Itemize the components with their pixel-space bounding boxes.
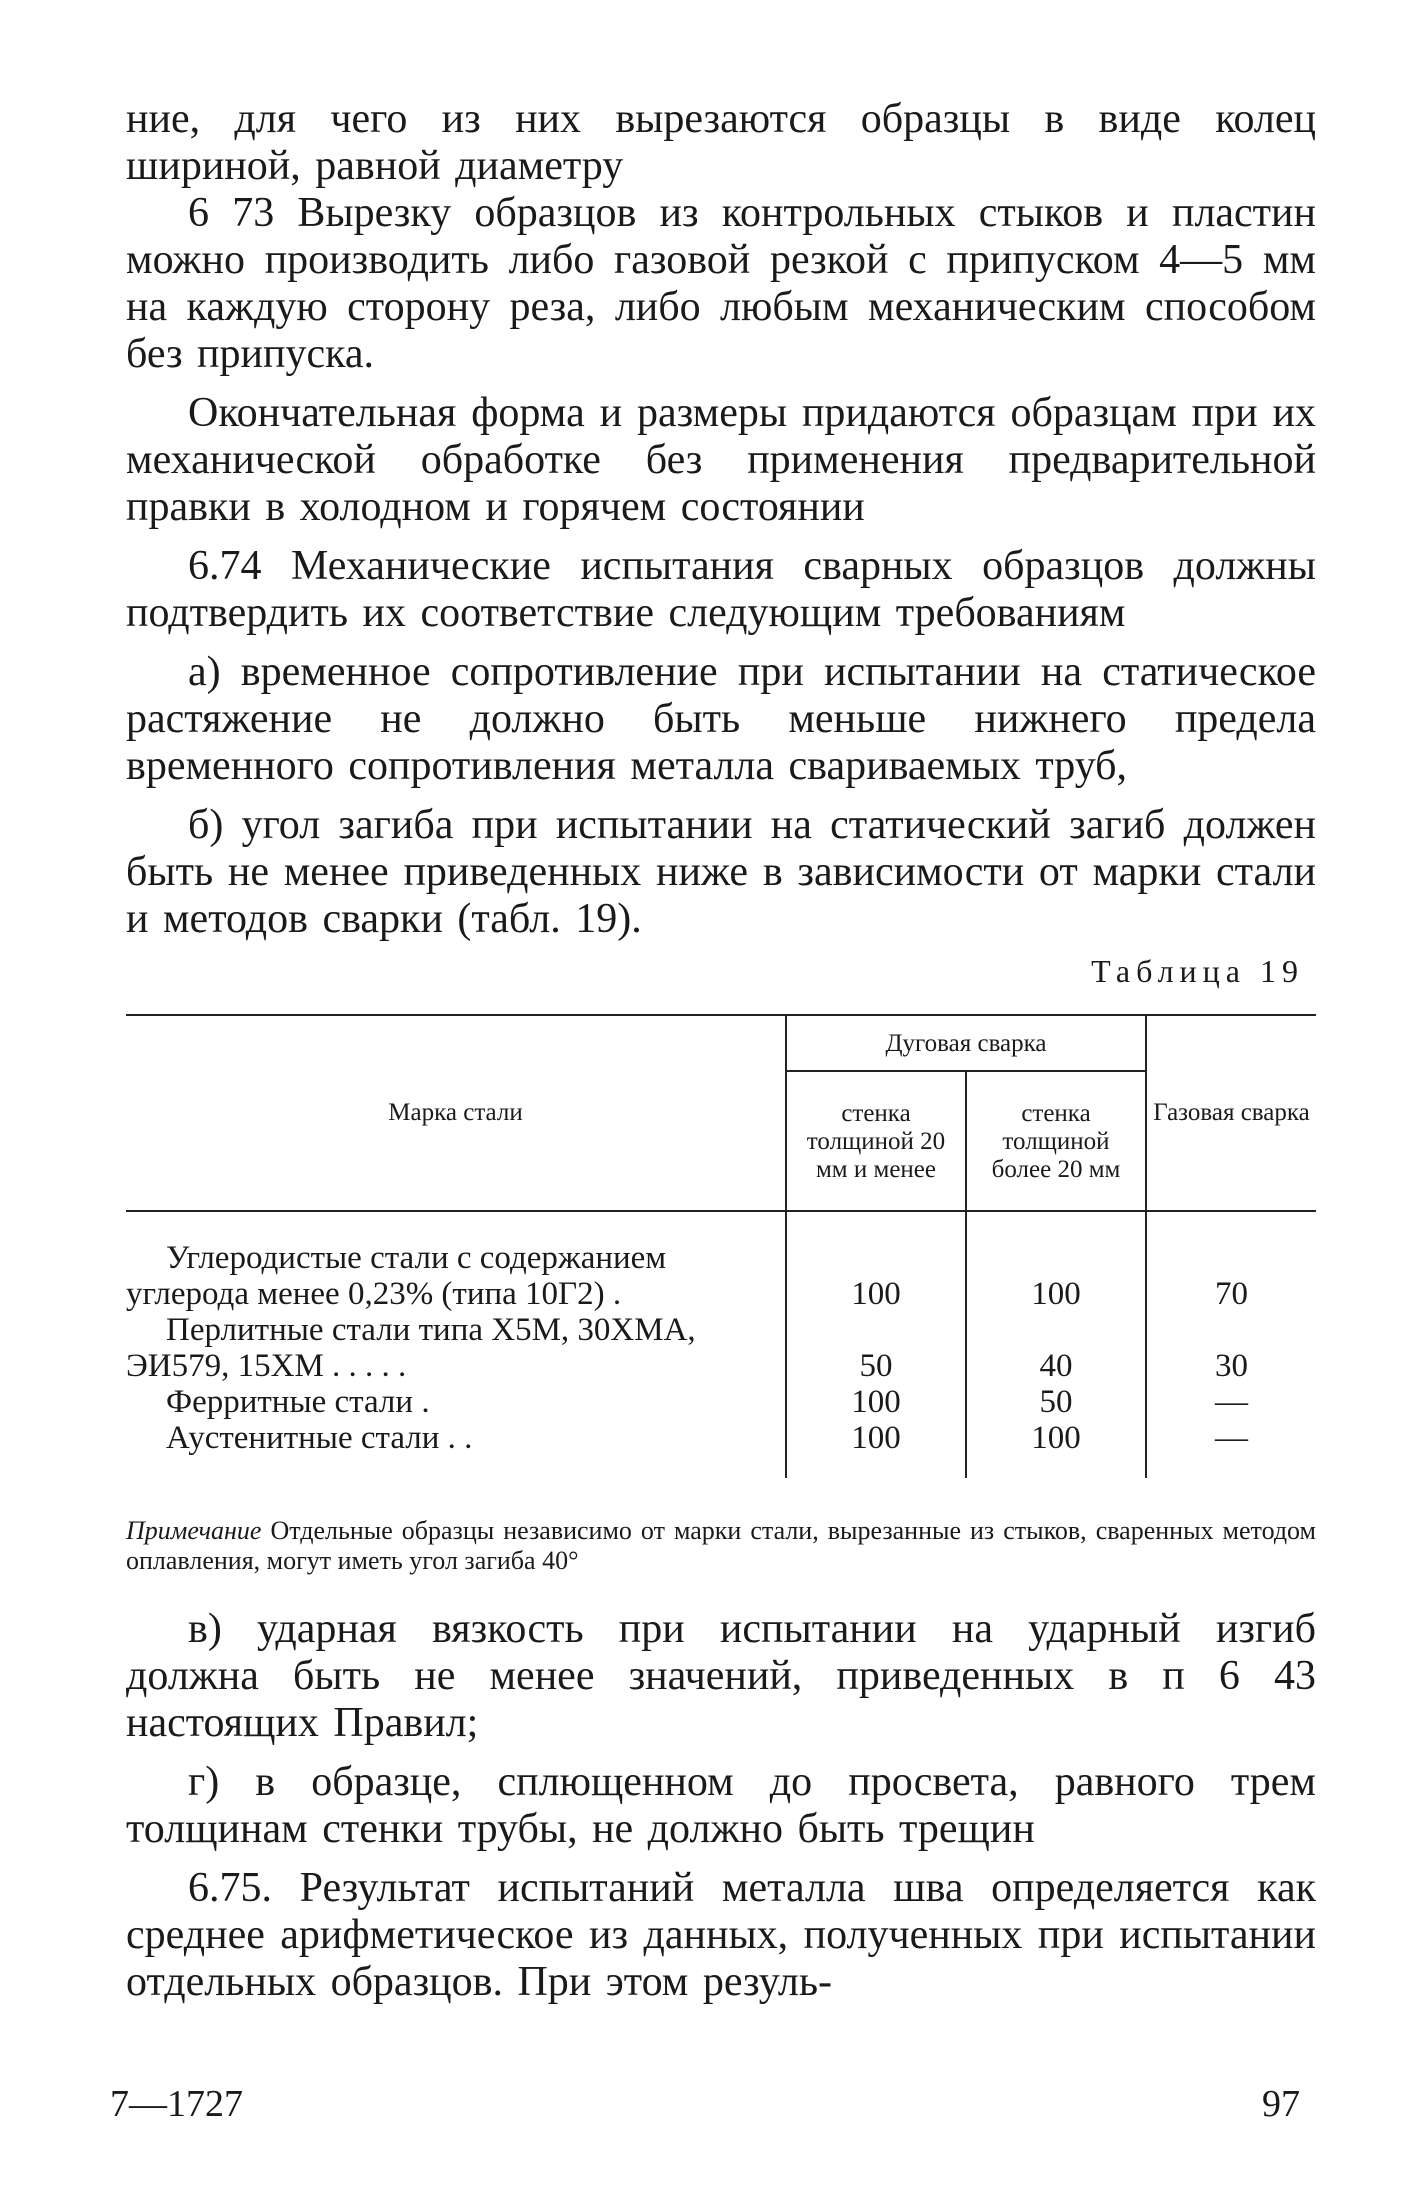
table-row bbox=[126, 1240, 1316, 1312]
cell-arc-gt20: 40 bbox=[966, 1312, 1146, 1384]
cell-arc-le20: 100 bbox=[786, 1384, 966, 1420]
page-number: 97 bbox=[1262, 2083, 1300, 2125]
cell-arc-gt20: 100 bbox=[966, 1240, 1146, 1312]
cell-gas: 30 bbox=[1146, 1312, 1316, 1384]
cell-arc-le20: 100 bbox=[786, 1240, 966, 1312]
note-label: Примечание bbox=[126, 1516, 262, 1545]
note-text: Отдельные образцы независимо от марки стали, вырезанные из стыков, сваренных методом оплавления, могут иметь угол загиба 40° bbox=[126, 1516, 1317, 1575]
paragraph: в) ударная вязкость при испытании на ударный изгиб должна быть не менее значений, приведенных в п 6 43 настоящих Правил; bbox=[126, 1606, 1316, 1746]
header-arc-welding: Дуговая сварка bbox=[786, 1015, 1146, 1071]
header-gas-welding: Газовая сварка bbox=[1146, 1015, 1316, 1211]
paragraph: г) в образце, сплющенном до просвета, равного трем толщинам стенки трубы, не должно быть трещин bbox=[126, 1759, 1316, 1852]
paragraph: 6.75. Результат испытаний металла шва определяется как среднее арифметическое из данных, полученных при испытании отдельных образцов. При этом резуль- bbox=[126, 1865, 1316, 2005]
steel-bend-angle-table bbox=[126, 1014, 1316, 1478]
cell-arc-le20: 50 bbox=[786, 1312, 966, 1384]
cell-arc-gt20: 50 bbox=[966, 1384, 1146, 1420]
cell-gas: — bbox=[1146, 1384, 1316, 1420]
paragraph: 6 73 Вырезку образцов из контрольных стыков и пластин можно производить либо газовой резкой с припуском 4—5 мм на каждую сторону реза, либо любым механическим способом без припуска. bbox=[126, 190, 1316, 377]
table-row bbox=[126, 1384, 1316, 1420]
header-wall-more-20: стенка толщиной более 20 мм bbox=[966, 1071, 1146, 1211]
paragraph: б) угол загиба при испытании на статический загиб должен быть не менее приведенных ниже в зависимости от марки стали и методов сварки (табл. 19). bbox=[126, 802, 1316, 942]
table-row bbox=[126, 1312, 1316, 1384]
cell-gas: — bbox=[1146, 1420, 1316, 1456]
paragraph: 6.74 Механические испытания сварных образцов должны подтвердить их соответствие следующим требованиям bbox=[126, 543, 1316, 636]
table-note bbox=[126, 1516, 1316, 1576]
header-steel-grade: Марка стали bbox=[126, 1015, 786, 1211]
page-body bbox=[126, 96, 1316, 2006]
printer-signature: 7—1727 bbox=[110, 2083, 243, 2125]
header-wall-20-or-less: стенка толщиной 20 мм и менее bbox=[786, 1071, 966, 1211]
row-steel-name: Аустенитные стали . . bbox=[166, 1420, 473, 1456]
row-steel-name: Ферритные стали . bbox=[166, 1384, 430, 1420]
paragraph: а) временное сопротивление при испытании на статическое растяжение не должно быть меньше нижнего предела временного сопротивления металла свариваемых труб, bbox=[126, 649, 1316, 789]
row-steel-name: Углеродистые стали с содержанием углерода менее 0,23% (типа 10Г2) . bbox=[126, 1240, 667, 1312]
row-steel-name: Перлитные стали типа Х5М, 30ХМА, ЭИ579, 15ХМ . . . . . bbox=[126, 1312, 696, 1384]
cell-arc-le20: 100 bbox=[786, 1420, 966, 1456]
paragraph: Окончательная форма и размеры придаются образцам при их механической обработке без применения предварительной правки в холодном и горячем состоянии bbox=[126, 390, 1316, 530]
table-caption: Таблица 19 bbox=[1091, 953, 1304, 989]
table-row bbox=[126, 1420, 1316, 1456]
cell-arc-gt20: 100 bbox=[966, 1420, 1146, 1456]
cell-gas: 70 bbox=[1146, 1240, 1316, 1312]
paragraph: ние, для чего из них вырезаются образцы в виде колец шириной, равной диаметру bbox=[126, 96, 1316, 189]
